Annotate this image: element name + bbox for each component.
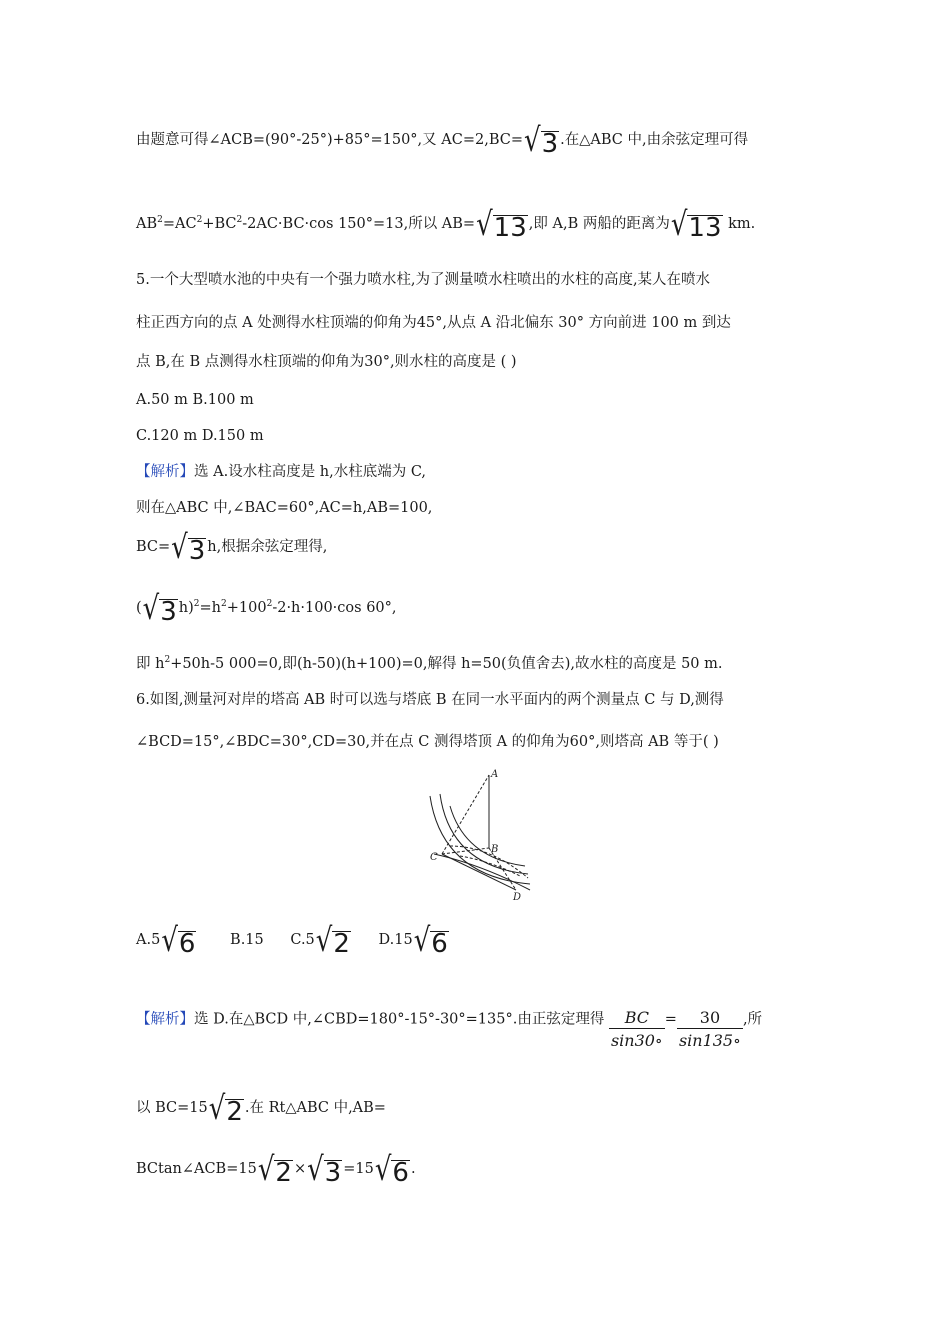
solution-5-line-3: BC=√3 h,根据余弦定理得, bbox=[136, 529, 328, 567]
sqrt-symbol: √3 bbox=[142, 590, 177, 628]
point-label-b: B bbox=[491, 844, 499, 855]
sqrt-symbol: √13 bbox=[670, 206, 722, 244]
question-5-line-3: 点 B,在 B 点测得水柱顶端的仰角为30°,则水柱的高度是 ( ) bbox=[136, 354, 517, 370]
question-5-options-cd: C.120 m D.150 m bbox=[136, 428, 264, 444]
solution-tag: 【解析】 bbox=[136, 1011, 194, 1028]
river-water-line bbox=[460, 856, 520, 876]
question-5-options-ab: A.50 m B.100 m bbox=[136, 392, 254, 408]
sqrt-symbol: √2 bbox=[257, 1151, 292, 1189]
text-segment: .在△ABC 中,由余弦定理可得 bbox=[560, 132, 749, 148]
sqrt-symbol: √6 bbox=[413, 922, 448, 960]
sqrt-symbol: √13 bbox=[476, 206, 527, 244]
text-line: $AB^2=AC^2+BC^2-2AC\cdot BC\cdot\cos$ 150°=13,所以 AB=√13 ,即 A,B 两船的距离为√13 km. bbox=[136, 206, 756, 244]
sqrt-symbol: √6 bbox=[161, 922, 196, 960]
point-label-a: A bbox=[491, 769, 499, 780]
question-5-line-2: 柱正西方向的点 A 处测得水柱顶端的仰角为45°,从点 A 沿北偏东 30° 方向前进 100 m 到达 bbox=[136, 315, 731, 331]
sqrt-symbol: √3 bbox=[524, 122, 559, 160]
river-bank-curve bbox=[440, 794, 528, 874]
river-bank-curve bbox=[430, 796, 530, 884]
sqrt-symbol: √3 bbox=[171, 529, 206, 567]
sqrt-symbol: √3 bbox=[307, 1151, 342, 1189]
solution-6-line-1: 【解析】选 D.在△BCD 中,∠CBD=180°-15°-30°=135°.由正弦定理得 $\frac{BC}{\sin 30\circ}$ = $\frac{30}{\sin 135\circ}$ ,所 bbox=[136, 1008, 763, 1050]
solution-5-line-1: 【解析】选 A.设水柱高度是 h,水柱底端为 C, bbox=[136, 464, 427, 480]
point-label-c: C bbox=[430, 852, 438, 863]
solution-5-line-2: 则在△ABC 中,∠BAC=60°,AC=h,AB=100, bbox=[136, 500, 433, 516]
solution-tag: 【解析】 bbox=[136, 464, 194, 480]
text-segment: 由题意可得∠ACB=(90°-25°)+85°=150°,又 AC=2,BC= bbox=[136, 132, 523, 148]
river-water-line bbox=[450, 846, 528, 878]
solution-5-line-4: (√3 $h)^2=h^2+100^2-2\cdot h\cdot 100\cdot\cos$ 60°, bbox=[136, 590, 397, 628]
fraction-30-sin135: $\frac{30}{\sin 135\circ}$ bbox=[678, 1008, 741, 1050]
sqrt-symbol: √2 bbox=[208, 1090, 243, 1128]
text-line bbox=[136, 122, 749, 160]
question-6-line-1: 6.如图,测量河对岸的塔高 AB 时可以选与塔底 B 在同一水平面内的两个测量点 C 与 D,测得 bbox=[136, 692, 724, 708]
question-6-line-2: ∠BCD=15°,∠BDC=30°,CD=30,并在点 C 测得塔顶 A 的仰角为60°,则塔高 AB 等于( ) bbox=[136, 734, 719, 750]
question-6-options: A.5√6 B.15 C.5√2 D.15√6 bbox=[136, 922, 448, 960]
solution-6-line-2: 以 BC=15√2 .在 Rt△ABC 中,AB= bbox=[136, 1090, 386, 1128]
solution-6-line-3: BCtan∠ACB=15√2 ×√3 =15√6 . bbox=[136, 1151, 416, 1189]
sqrt-symbol: √6 bbox=[374, 1151, 409, 1189]
solution-5-line-5: 即 $h^2+50h-5$ 000=0,即(h-50)(h+100)=0,解得 h=50(负值舍去),故水柱的高度是 50 m. bbox=[136, 655, 723, 672]
river-bank-curve bbox=[450, 806, 525, 866]
sight-line-ca bbox=[442, 775, 489, 854]
point-label-d: D bbox=[513, 892, 522, 903]
tower-river-figure bbox=[420, 766, 540, 906]
question-5-line-1: 5.一个大型喷水池的中央有一个强力喷水柱,为了测量喷水柱喷出的水柱的高度,某人在喷水 bbox=[136, 272, 711, 288]
sqrt-symbol: √2 bbox=[315, 922, 350, 960]
fraction-bc-sin30: $\frac{BC}{\sin 30\circ}$ bbox=[610, 1008, 663, 1050]
